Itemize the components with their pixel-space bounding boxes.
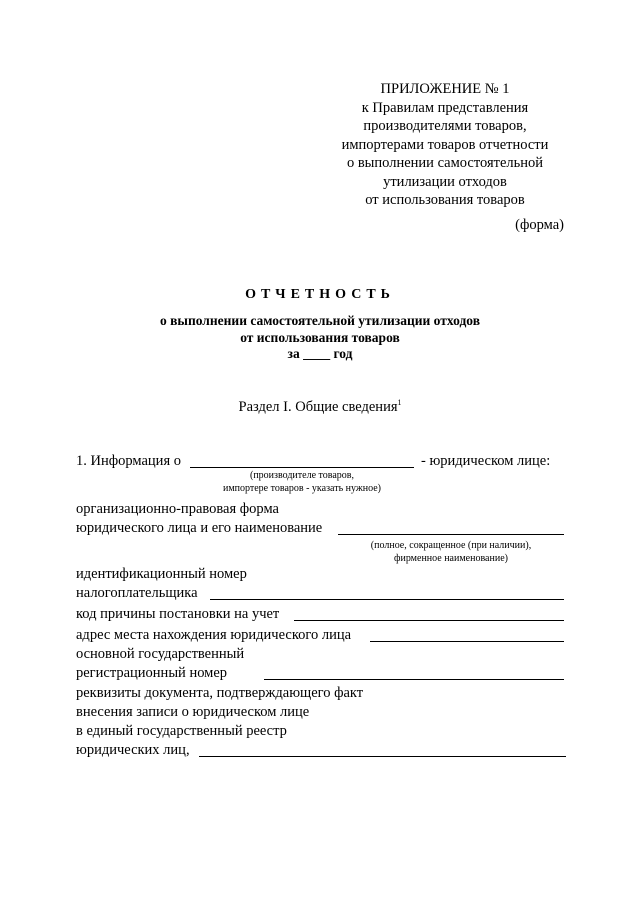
org-note-line: (полное, сокращенное (при наличии), [370, 540, 532, 551]
appendix-header [320, 80, 570, 210]
subtitle-line: от использования товаров [240, 329, 400, 345]
ogrn-label-line1: основной государственный [76, 646, 245, 662]
kpp-field[interactable] [294, 620, 564, 621]
info-note [190, 469, 414, 495]
form-label: (форма) [515, 217, 564, 233]
info-note-line: импортере товаров - указать нужное) [222, 483, 382, 494]
ogrn-label-line2: регистрационный номер [76, 665, 228, 681]
ogrn-field[interactable] [264, 679, 564, 680]
subtitle-line: за ____ год [287, 346, 353, 361]
appendix-line: утилизации отходов [383, 173, 507, 190]
requisites-label-line1: реквизиты документа, подтверждающего факт [76, 685, 364, 701]
info-note-line: (производителе товаров, [249, 470, 354, 481]
inn-field[interactable] [210, 599, 564, 600]
appendix-line: производителями товаров, [363, 118, 527, 134]
subtitle-line: о выполнении самостоятельной утилизации отходов [159, 313, 481, 328]
requisites-field[interactable] [199, 756, 566, 757]
section-heading [0, 399, 640, 416]
org-form-label-line2: юридического лица и его наименование [76, 520, 323, 536]
section-label: Раздел I. Общие сведения [238, 399, 398, 415]
info-prefix: 1. Информация о [76, 453, 181, 469]
requisites-label-line2: внесения записи о юридическом лице [76, 704, 310, 720]
section-footnote-mark: 1 [397, 398, 402, 408]
appendix-line: к Правилам представления [361, 99, 529, 116]
requisites-label-line4: юридических лиц, [76, 742, 190, 758]
address-field[interactable] [370, 641, 564, 642]
requisites-label-line3: в единый государственный реестр [76, 723, 287, 739]
document-subtitle [0, 313, 640, 363]
appendix-line: от использования товаров [365, 192, 525, 208]
kpp-label: код причины постановки на учет [76, 606, 280, 622]
org-form-label-line1: организационно-правовая форма [76, 501, 279, 517]
inn-label-line1: идентификационный номер [76, 566, 247, 582]
org-form-field[interactable] [338, 534, 564, 535]
address-label: адрес места нахождения юридического лица [76, 627, 352, 643]
appendix-line: импортерами товаров отчетности [341, 136, 549, 153]
document-title: ОТЧЕТНОСТЬ [245, 287, 395, 302]
info-suffix: - юридическом лице: [421, 453, 551, 469]
org-form-note [338, 539, 564, 565]
inn-label-line2: налогоплательщика [76, 585, 198, 601]
info-entity-type-field[interactable] [190, 467, 414, 468]
appendix-line: ПРИЛОЖЕНИЕ № 1 [380, 81, 510, 97]
appendix-line: о выполнении самостоятельной [346, 155, 544, 171]
org-note-line: фирменное наименование) [394, 553, 508, 564]
